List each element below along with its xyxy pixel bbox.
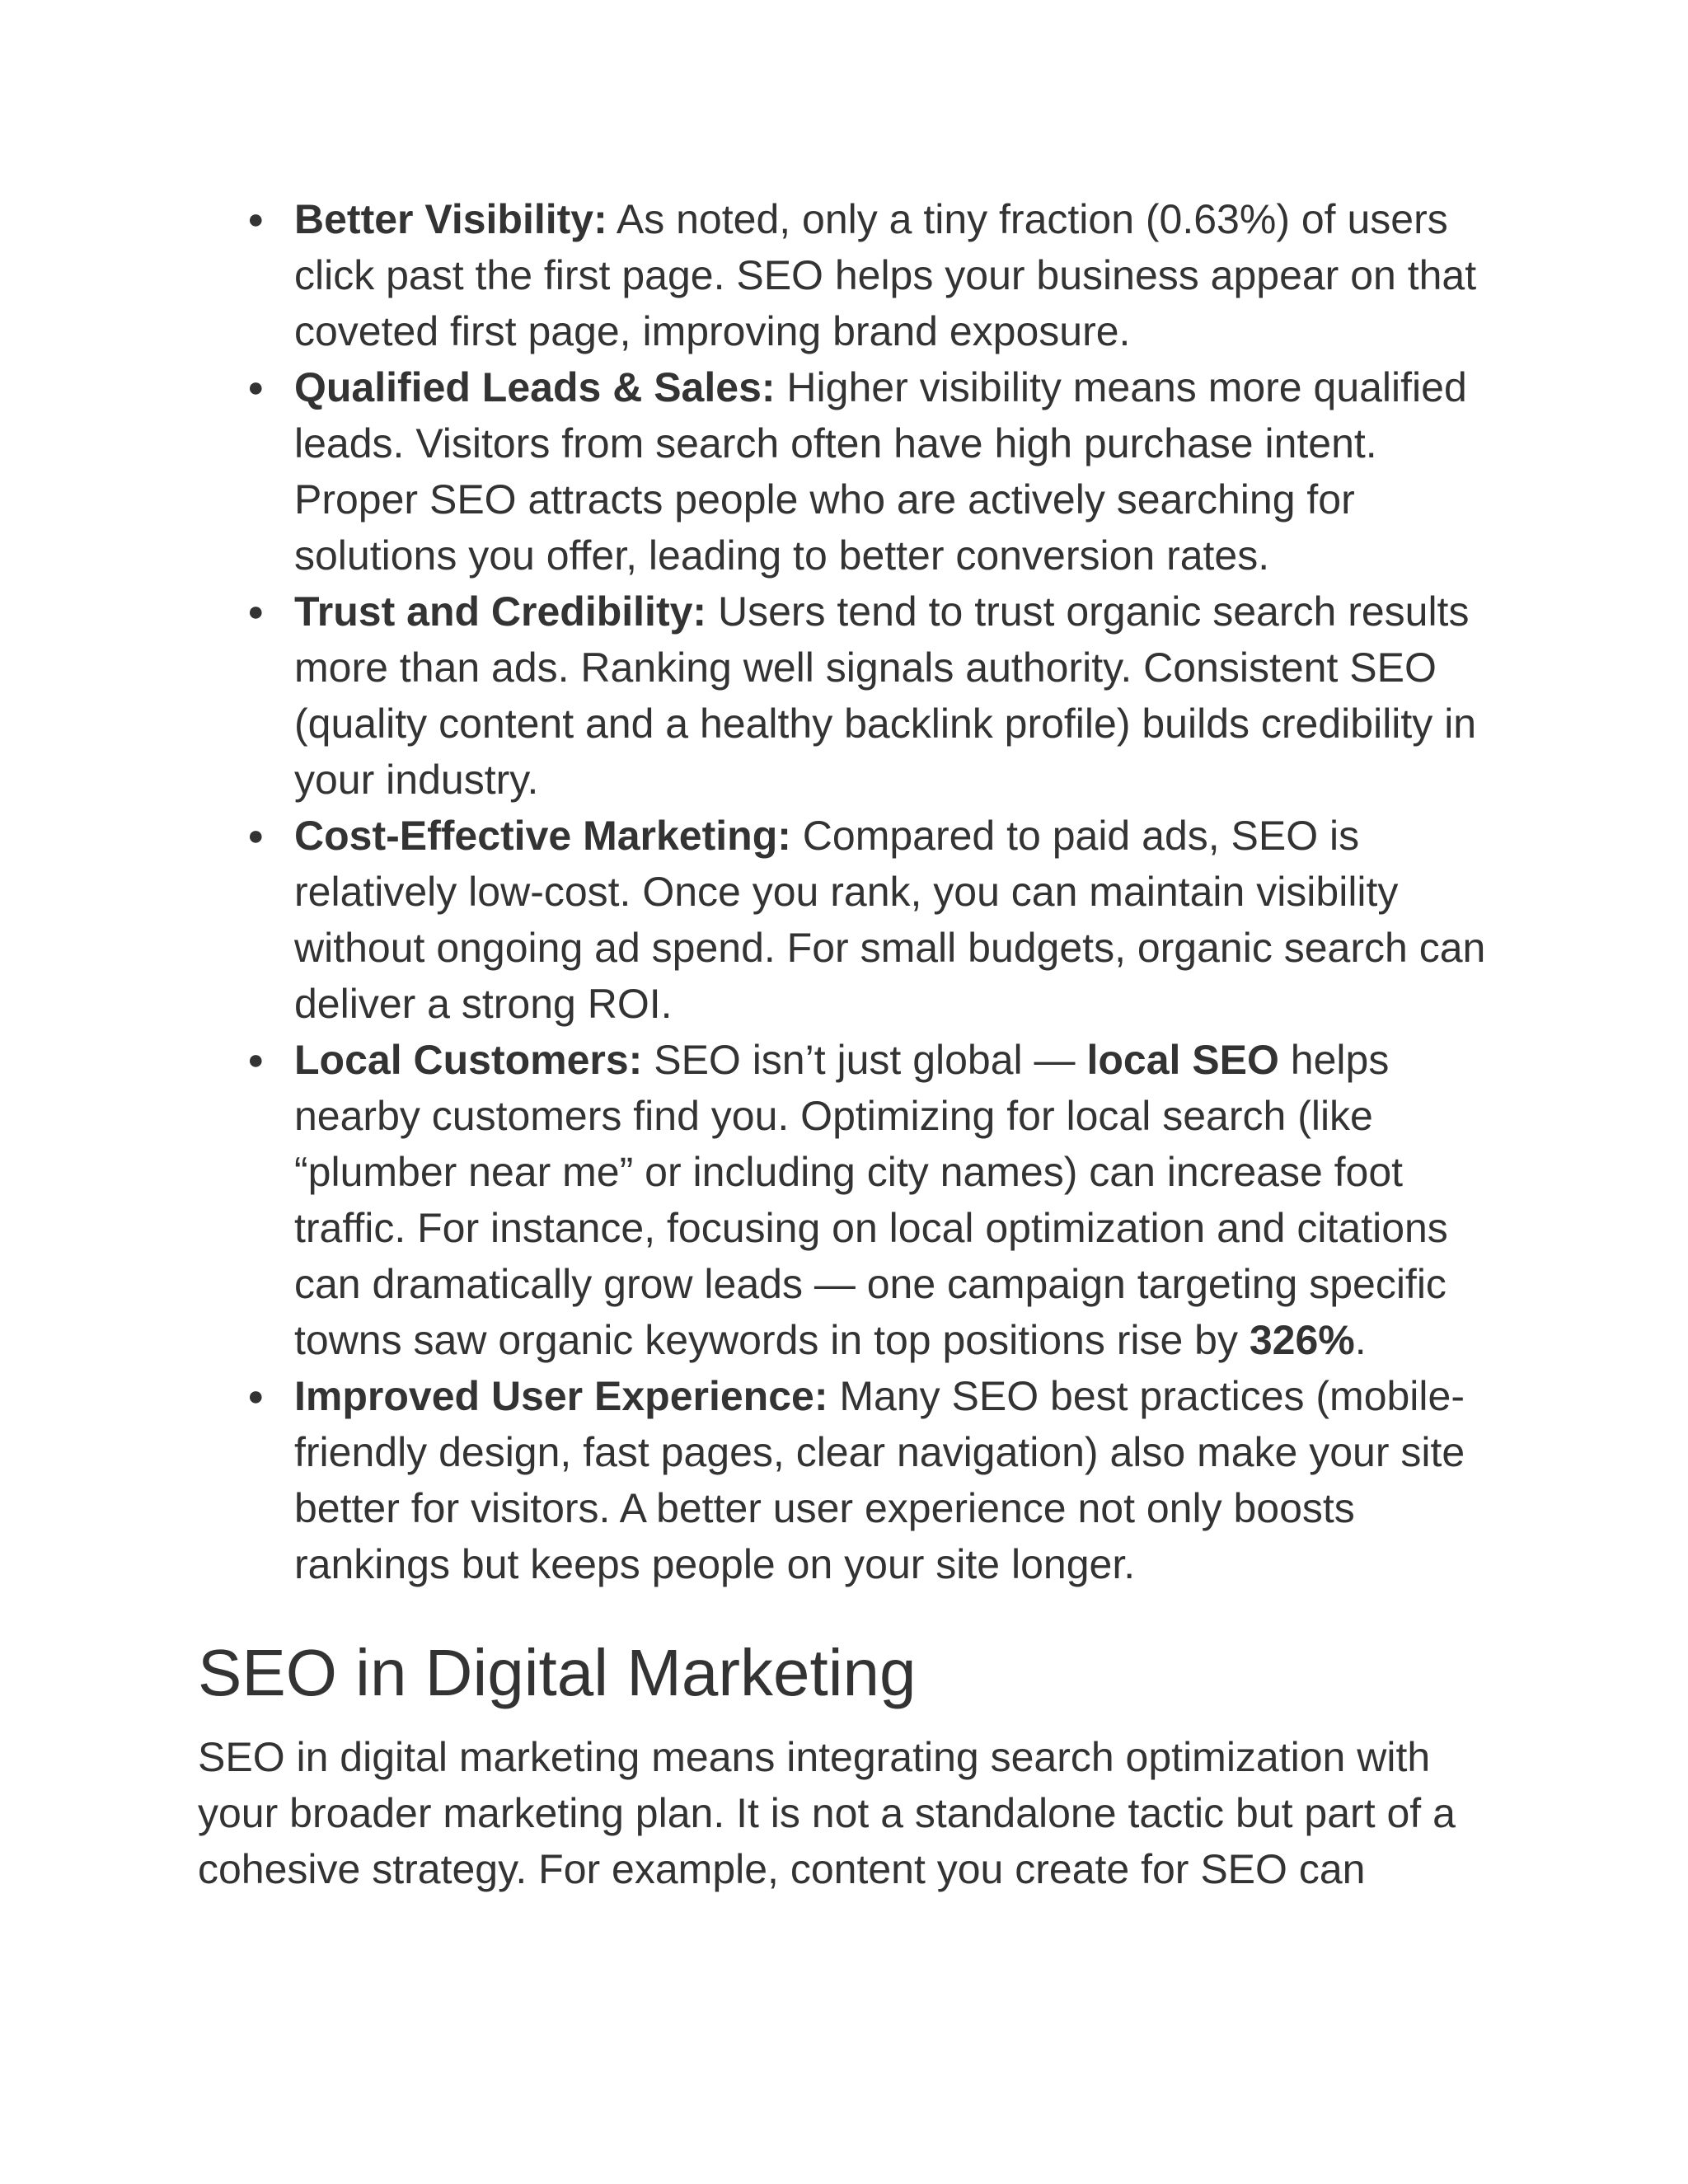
list-item-text: . — [1354, 1317, 1367, 1363]
local-seo-highlight: local SEO — [1086, 1037, 1279, 1083]
list-item-text: SEO isn’t just global — — [642, 1037, 1087, 1083]
list-item-lead: Better Visibility: — [294, 196, 607, 242]
document-page — [198, 191, 1500, 1897]
list-item-text: helps nearby customers find you. Optimizing for local search (like “plumber near me” or including city names) can increase foot traffic. For instance, focusing on local optimization and citations can dramatically grow leads — one campaign targeting specific towns saw organic keywords in top positions rise by — [294, 1037, 1448, 1363]
list-item-lead: Local Customers: — [294, 1037, 643, 1083]
bullet-icon: ● — [247, 1380, 265, 1412]
bullet-icon: ● — [247, 204, 265, 235]
list-item-lead: Cost-Effective Marketing: — [294, 813, 791, 859]
list-item-text: Compared to paid ads, SEO is relatively low-cost. Once you rank, you can maintain visibility without ongoing ad spend. For small budgets, organic search can deliver a strong ROI. — [294, 813, 1486, 1027]
bullet-icon: ● — [247, 820, 265, 851]
list-item-text: As noted, only a tiny fraction (0.63%) of users click past the first page. SEO helps your business appear on that coveted first page, improving brand exposure. — [294, 196, 1477, 354]
list-item-text: Many SEO best practices (mobile-friendly design, fast pages, clear navigation) also make your site better for visitors. A better user experience not only boosts rankings but keeps people on your site longer. — [294, 1373, 1465, 1587]
list-item-trust-credibility — [198, 583, 1500, 808]
list-item-lead: Improved User Experience: — [294, 1373, 828, 1419]
bullet-icon: ● — [247, 1044, 265, 1076]
list-item-lead: Trust and Credibility: — [294, 588, 707, 635]
list-item-text: Higher visibility means more qualified leads. Visitors from search often have high purchase intent. Proper SEO attracts people who are actively searching for solutions you offer, leading to better conversion rates. — [294, 364, 1467, 579]
section-paragraph: SEO in digital marketing means integrating search optimization with your broader marketing plan. It is not a standalone tactic but part of a cohesive strategy. For example, content you create for SEO can — [198, 1734, 1456, 1892]
list-item-user-experience — [198, 1368, 1500, 1592]
list-item-text: Users tend to trust organic search results more than ads. Ranking well signals authority. Consistent SEO (quality content and a healthy backlink profile) builds credibility in your industry. — [294, 588, 1477, 803]
list-item-lead: Qualified Leads & Sales: — [294, 364, 776, 410]
list-item-better-visibility — [198, 191, 1500, 359]
list-item-local-customers — [198, 1032, 1500, 1368]
bullet-icon: ● — [247, 372, 265, 403]
bullet-icon: ● — [247, 596, 265, 627]
percent-highlight: 326% — [1249, 1317, 1355, 1363]
list-item-qualified-leads — [198, 359, 1500, 583]
benefits-list — [198, 191, 1500, 1592]
section-heading: SEO in Digital Marketing — [198, 1636, 917, 1709]
list-item-cost-effective — [198, 808, 1500, 1032]
